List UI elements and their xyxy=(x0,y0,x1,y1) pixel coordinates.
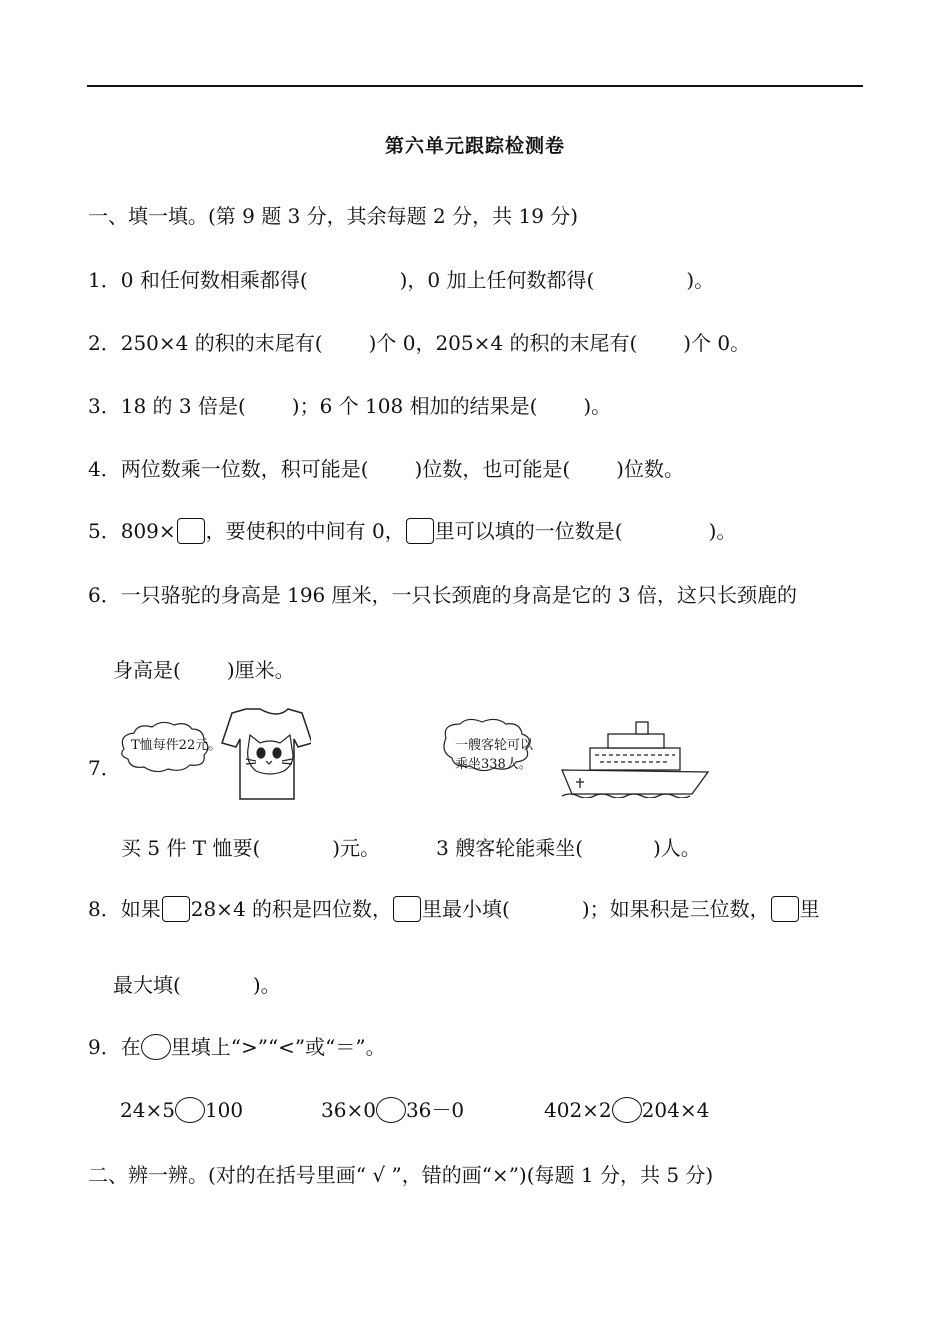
q5-text-a: 809× xyxy=(120,519,176,543)
q6-text-a: 身高是( xyxy=(113,658,181,682)
q5-answer-box-2[interactable] xyxy=(406,518,434,544)
q1-text-c: )。 xyxy=(686,268,715,292)
question-7-answers xyxy=(121,834,701,862)
q9-expr-2-right: 36－0 xyxy=(405,1098,465,1122)
q8-text-e: 里 xyxy=(799,897,820,921)
question-6-line-2 xyxy=(113,656,295,684)
q5-text-d: )。 xyxy=(708,519,737,543)
q3-text-a: 18 的 3 倍是( xyxy=(120,394,246,418)
q7-text-b: )元。 xyxy=(332,836,381,860)
q9-compare-circle-2[interactable] xyxy=(376,1097,406,1123)
q1-num: 1． xyxy=(88,268,121,292)
q8-text-g: )。 xyxy=(252,973,281,997)
q2-text-b: )个 0，205×4 的积的末尾有( xyxy=(368,331,638,355)
speech-cloud-1-text: T恤每件22元。 xyxy=(131,738,222,753)
q4-text-c: )位数。 xyxy=(616,457,684,481)
q9-expr-1 xyxy=(120,1096,243,1124)
q8-text-a: 如果 xyxy=(120,897,161,921)
q9-expr-2-left: 36×0 xyxy=(321,1098,376,1122)
q8-text-c: 里最小填( xyxy=(422,897,510,921)
q5-answer-box-1[interactable] xyxy=(177,518,205,544)
q7-text-a: 买 5 件 T 恤要( xyxy=(121,836,261,860)
q8-answer-box-1[interactable] xyxy=(162,896,190,922)
question-1 xyxy=(88,266,714,294)
q2-num: 2． xyxy=(88,331,121,355)
q9-expr-3-left: 402×2 xyxy=(544,1098,612,1122)
q3-text-c: )。 xyxy=(583,394,612,418)
q8-text-d: )；如果积是三位数， xyxy=(581,897,770,921)
ship-icon xyxy=(562,722,708,798)
q7-num: 7． xyxy=(88,756,121,780)
q9-text-b: 里填上“>”“<”或“＝”。 xyxy=(170,1035,386,1059)
section-1-header: 一、填一填。(第 9 题 3 分，其余每题 2 分，共 19 分) xyxy=(88,204,579,228)
q1-text-b: )，0 加上任何数都得( xyxy=(399,268,595,292)
q9-expr-1-right: 100 xyxy=(204,1098,244,1122)
q9-expr-3-right: 204×4 xyxy=(641,1098,710,1122)
q6-num: 6． xyxy=(88,583,121,607)
question-6-line-1 xyxy=(88,581,797,609)
section-2-header: 二、辨一辨。(对的在括号里画“ √ ”，错的画“×”)(每题 1 分，共 5 分) xyxy=(88,1163,714,1187)
page-title: 第六单元跟踪检测卷 xyxy=(384,135,565,157)
speech-cloud-2-text-line1: 一艘客轮可以 xyxy=(455,738,534,753)
question-8-line-1 xyxy=(88,895,820,923)
q3-text-b: )；6 个 108 相加的结果是( xyxy=(291,394,538,418)
q4-num: 4． xyxy=(88,457,121,481)
q9-text-a: 在 xyxy=(120,1035,141,1059)
q8-answer-box-2[interactable] xyxy=(393,896,421,922)
cat-face-icon xyxy=(246,735,293,774)
q8-answer-box-3[interactable] xyxy=(771,896,799,922)
q6-text-b: )厘米。 xyxy=(226,658,295,682)
q9-expr-1-left: 24×5 xyxy=(120,1098,175,1122)
q3-num: 3． xyxy=(88,394,121,418)
q4-text-b: )位数，也可能是( xyxy=(414,457,571,481)
top-rule xyxy=(87,85,863,87)
q1-text-a: 0 和任何数相乘都得( xyxy=(120,268,308,292)
q9-num: 9． xyxy=(88,1035,121,1059)
q9-expr-2 xyxy=(321,1096,464,1124)
q9-expr-3 xyxy=(544,1096,709,1124)
q9-compare-circle-1[interactable] xyxy=(175,1097,205,1123)
question-4 xyxy=(88,455,684,483)
q9-compare-circle-3[interactable] xyxy=(612,1097,642,1123)
q2-text-c: )个 0。 xyxy=(683,331,751,355)
question-8-line-2 xyxy=(113,971,281,999)
q6-text-line1: 一只骆驼的身高是 196 厘米，一只长颈鹿的身高是它的 3 倍，这只长颈鹿的 xyxy=(120,583,798,607)
question-3 xyxy=(88,392,611,420)
q2-text-a: 250×4 的积的末尾有( xyxy=(120,331,323,355)
q9-circle-sample xyxy=(141,1034,171,1060)
q8-text-f: 最大填( xyxy=(113,973,181,997)
q5-text-c: 里可以填的一位数是( xyxy=(434,519,623,543)
q7-text-d: )人。 xyxy=(653,836,701,860)
question-5 xyxy=(88,517,736,545)
speech-cloud-2-text-line2: 乘坐338人。 xyxy=(455,757,532,772)
question-2 xyxy=(88,329,750,357)
question-9 xyxy=(88,1033,386,1061)
q7-text-c: 3 艘客轮能乘坐( xyxy=(436,836,583,860)
q4-text-a: 两位数乘一位数，积可能是( xyxy=(120,457,369,481)
q5-text-b: ，要使积的中间有 0， xyxy=(205,519,405,543)
q8-num: 8． xyxy=(88,897,121,921)
q5-num: 5． xyxy=(88,519,121,543)
q8-text-b: 28×4 的积是四位数， xyxy=(190,897,393,921)
